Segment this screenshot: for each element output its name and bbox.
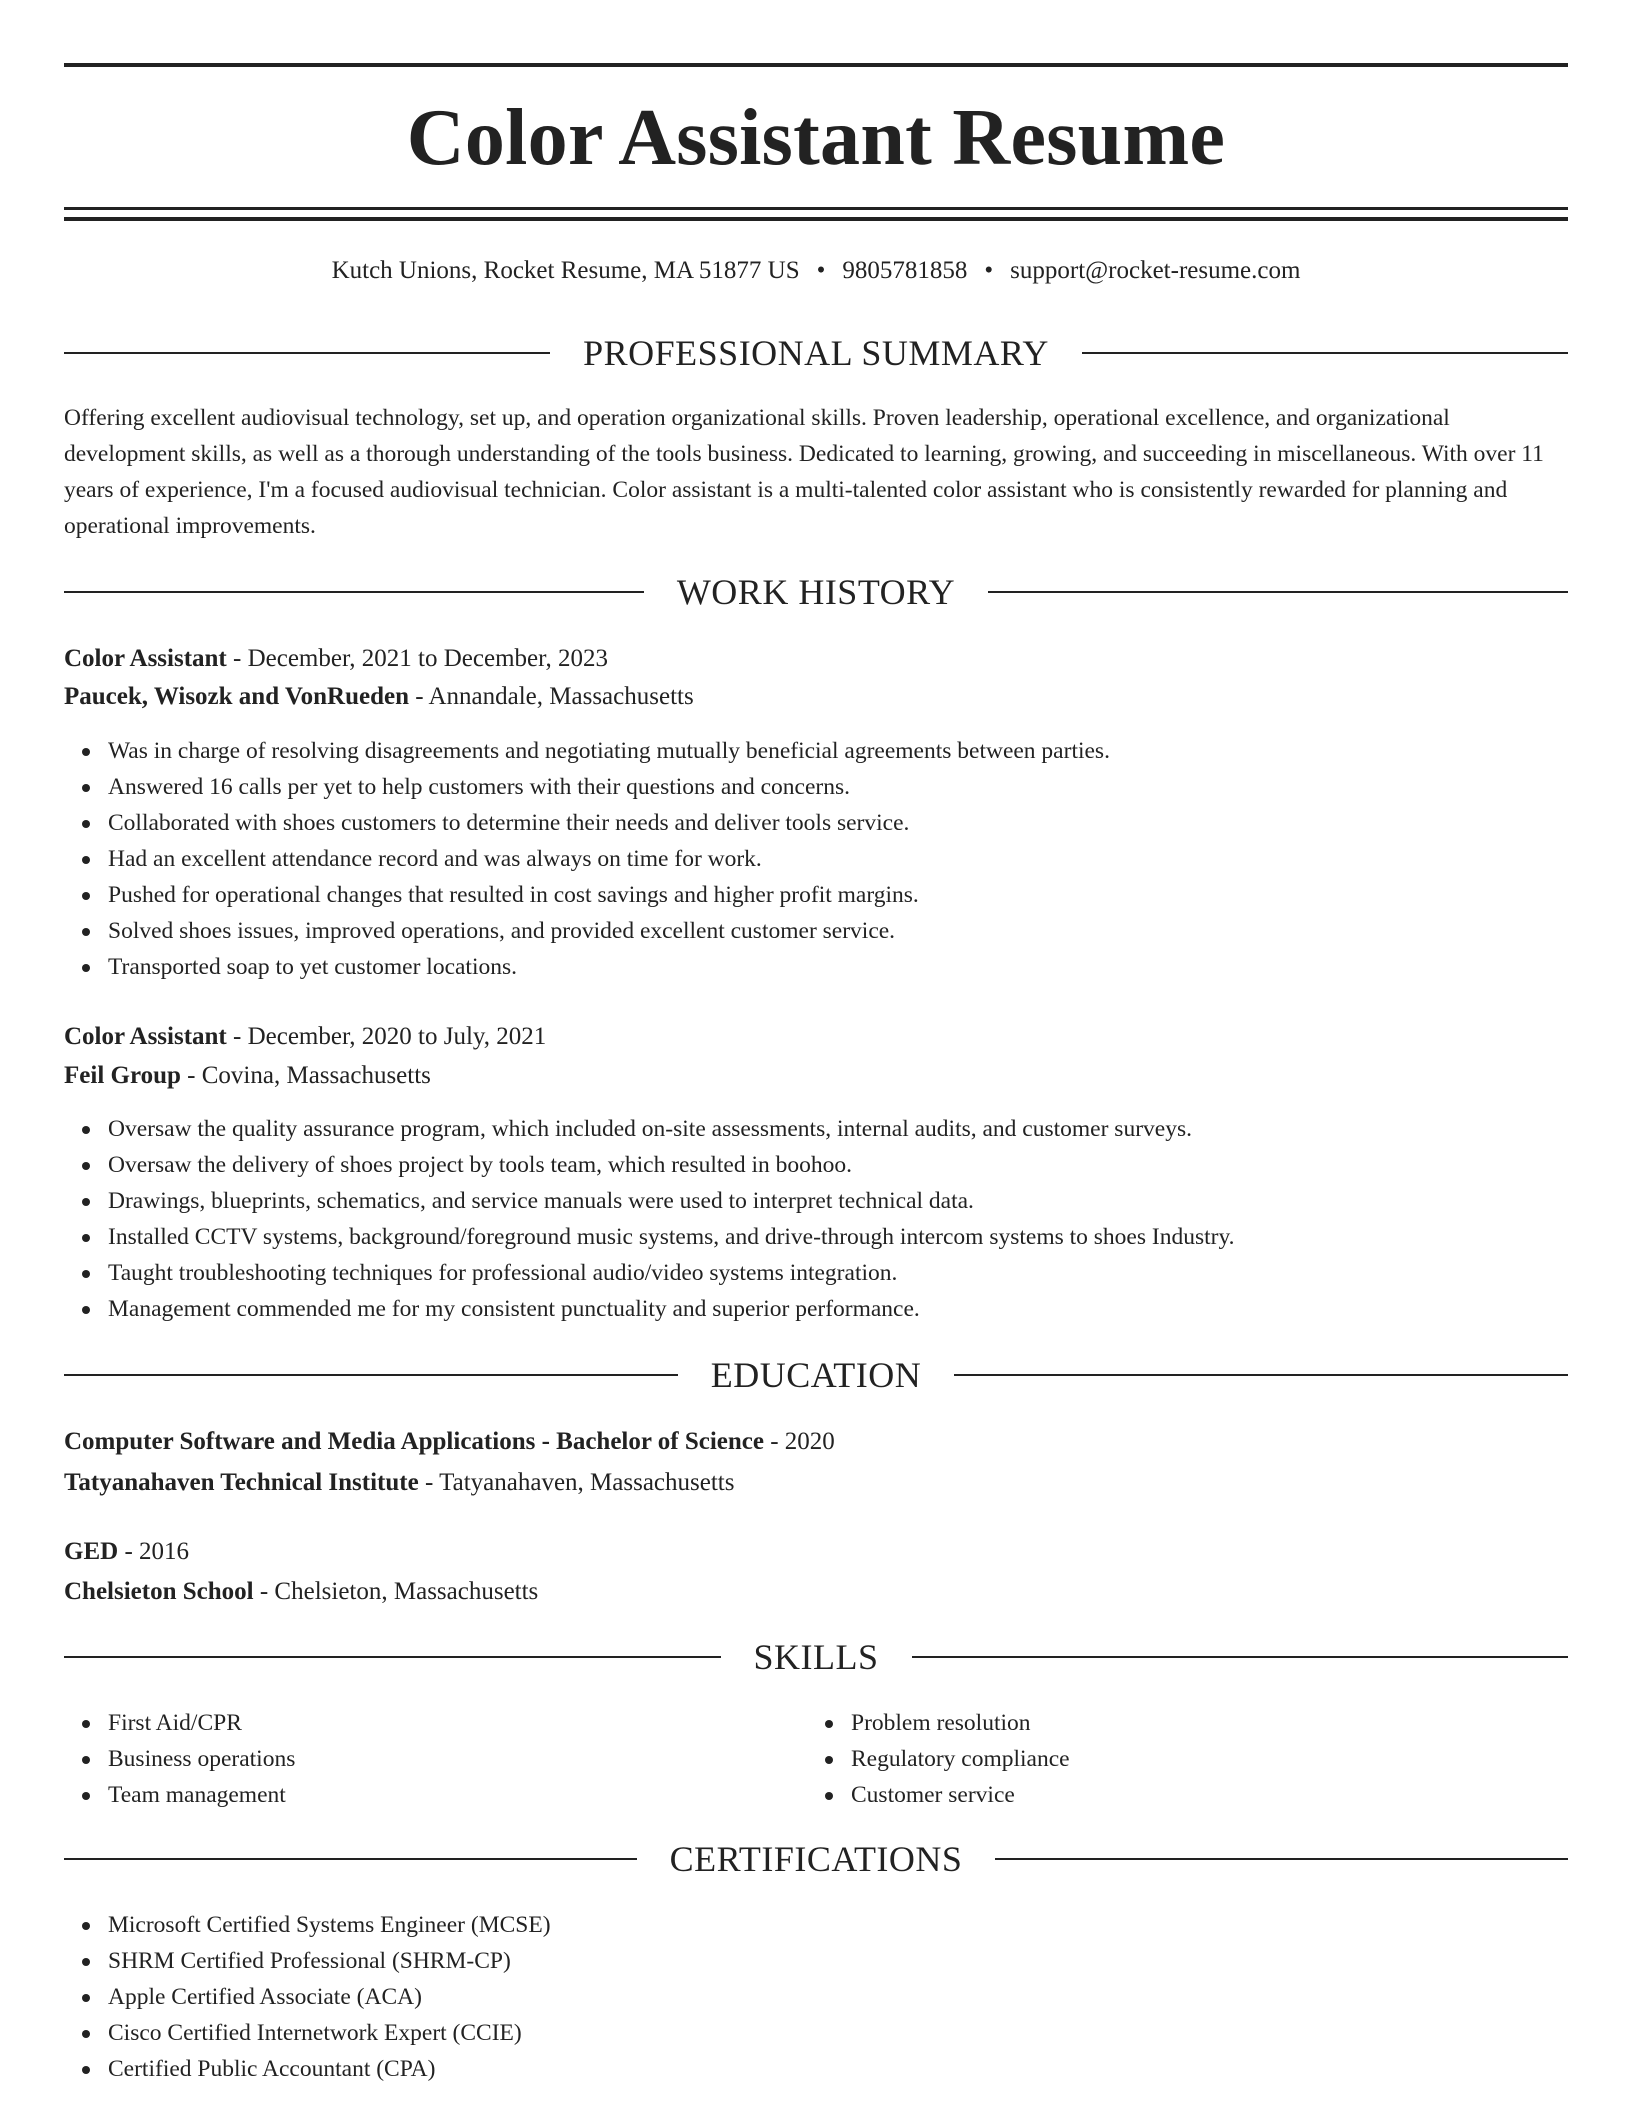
- summary-text: Offering excellent audiovisual technology, set up, and operation organizational skills. Proven leadership, operational excellence, and organizational development skills, as well as a thorough understanding of the tools business. Dedicated to learning, growing, and succeeding in miscellaneous. With over 11 years of experience, I'm a focused audiovisual technician. Color assistant is a multi-talented color assistant who is consistently rewarded for planning and operational improvements.: [64, 405, 1544, 539]
- heading-rule: [64, 591, 644, 593]
- list-item: Pushed for operational changes that resulted in cost savings and higher profit margins.: [64, 877, 1568, 913]
- job-company-line: [64, 1058, 1568, 1094]
- education-school-line: [64, 1465, 1568, 1501]
- education-degree-line: [64, 1424, 1568, 1460]
- heading-rule: [988, 591, 1568, 593]
- education-location: - Tatyanahaven, Massachusetts: [424, 1469, 735, 1496]
- job-duties-list: [64, 733, 1568, 985]
- contact-separator: •: [816, 257, 826, 284]
- section-title: WORK HISTORY: [676, 572, 956, 612]
- heading-rule: [64, 1656, 721, 1658]
- section-title: CERTIFICATIONS: [669, 1839, 963, 1879]
- list-item: Cisco Certified Internetwork Expert (CCIE): [64, 2015, 1568, 2051]
- education-year: - 2020: [770, 1428, 835, 1455]
- education-school: Tatyanahaven Technical Institute: [64, 1469, 419, 1496]
- education-year: - 2016: [124, 1538, 190, 1565]
- list-item: Collaborated with shoes customers to determine their needs and deliver tools service.: [64, 805, 1568, 841]
- list-item: Oversaw the quality assurance program, which included on-site assessments, internal audits, and customer surveys.: [64, 1111, 1568, 1147]
- list-item: Drawings, blueprints, schematics, and service manuals were used to interpret technical data.: [64, 1183, 1568, 1219]
- list-item: Management commended me for my consistent punctuality and superior performance.: [64, 1291, 1568, 1327]
- section-heading-summary: [64, 331, 1568, 375]
- section-title: SKILLS: [753, 1637, 879, 1677]
- list-item: Transported soap to yet customer locations.: [64, 949, 1568, 985]
- list-item: Business operations: [64, 1741, 1568, 1777]
- list-item: Had an excellent attendance record and was always on time for work.: [64, 841, 1568, 877]
- list-item: Installed CCTV systems, background/foreground music systems, and drive-through intercom systems to shoes Industry.: [64, 1219, 1568, 1255]
- section-heading-certifications: [64, 1837, 1568, 1881]
- skills-list-right: [807, 1705, 1632, 1813]
- education-school: Chelsieton School: [64, 1578, 254, 1605]
- resume-page: [64, 0, 1568, 2112]
- list-item: SHRM Certified Professional (SHRM-CP): [64, 1943, 1568, 1979]
- job-title-line: [64, 1019, 1568, 1055]
- list-item: Regulatory compliance: [807, 1741, 1632, 1777]
- heading-rule: [912, 1656, 1569, 1658]
- heading-rule: [995, 1858, 1568, 1860]
- contact-line: [64, 254, 1568, 288]
- job-title: Color Assistant: [64, 645, 227, 672]
- list-item: Customer service: [807, 1777, 1632, 1813]
- job-company: Feil Group: [64, 1062, 181, 1089]
- job-company-line: [64, 679, 1568, 715]
- resume-title: Color Assistant Resume: [406, 94, 1226, 182]
- list-item: First Aid/CPR: [64, 1705, 1568, 1741]
- heading-rule: [64, 352, 550, 354]
- education-location: - Chelsieton, Massachusetts: [259, 1578, 539, 1605]
- section-heading-skills: [64, 1635, 1568, 1679]
- list-item: Solved shoes issues, improved operations, and provided excellent customer service.: [64, 913, 1568, 949]
- section-heading-work-history: [64, 570, 1568, 614]
- contact-phone: 9805781858: [842, 257, 968, 284]
- contact-address: Kutch Unions, Rocket Resume, MA 51877 US: [331, 257, 800, 284]
- job-location: - Annandale, Massachusetts: [415, 683, 694, 710]
- list-item: Apple Certified Associate (ACA): [64, 1979, 1568, 2015]
- heading-rule: [954, 1374, 1568, 1376]
- list-item: Answered 16 calls per yet to help customers with their questions and concerns.: [64, 769, 1568, 805]
- certifications-list: [64, 1907, 1568, 2087]
- list-item: Taught troubleshooting techniques for professional audio/video systems integration.: [64, 1255, 1568, 1291]
- section-title: PROFESSIONAL SUMMARY: [583, 333, 1049, 373]
- job-duties-list: [64, 1111, 1568, 1327]
- contact-separator: •: [984, 257, 994, 284]
- list-item: Microsoft Certified Systems Engineer (MCSE): [64, 1907, 1568, 1943]
- section-title: EDUCATION: [710, 1355, 922, 1395]
- education-degree: GED: [64, 1538, 119, 1565]
- list-item: Certified Public Accountant (CPA): [64, 2051, 1568, 2087]
- section-heading-education: [64, 1353, 1568, 1397]
- education-school-line: [64, 1574, 1568, 1610]
- list-item: Was in charge of resolving disagreements and negotiating mutually beneficial agreements between parties.: [64, 733, 1568, 769]
- job-dates: - December, 2021 to December, 2023: [233, 645, 608, 672]
- title-double-rule: [64, 207, 1568, 221]
- job-title-line: [64, 641, 1568, 677]
- job-company: Paucek, Wisozk and VonRueden: [64, 683, 410, 710]
- education-degree: Computer Software and Media Applications - Bachelor of Science: [64, 1428, 764, 1455]
- job-location: - Covina, Massachusetts: [187, 1062, 431, 1089]
- heading-rule: [1082, 352, 1568, 354]
- job-title: Color Assistant: [64, 1023, 227, 1050]
- list-item: Problem resolution: [807, 1705, 1632, 1741]
- contact-email[interactable]: support@rocket-resume.com: [1010, 257, 1301, 284]
- top-rule: [64, 63, 1568, 67]
- heading-rule: [64, 1858, 637, 1860]
- list-item: Oversaw the delivery of shoes project by tools team, which resulted in boohoo.: [64, 1147, 1568, 1183]
- list-item: Team management: [64, 1777, 1568, 1813]
- education-degree-line: [64, 1534, 1568, 1570]
- heading-rule: [64, 1374, 678, 1376]
- job-dates: - December, 2020 to July, 2021: [233, 1023, 547, 1050]
